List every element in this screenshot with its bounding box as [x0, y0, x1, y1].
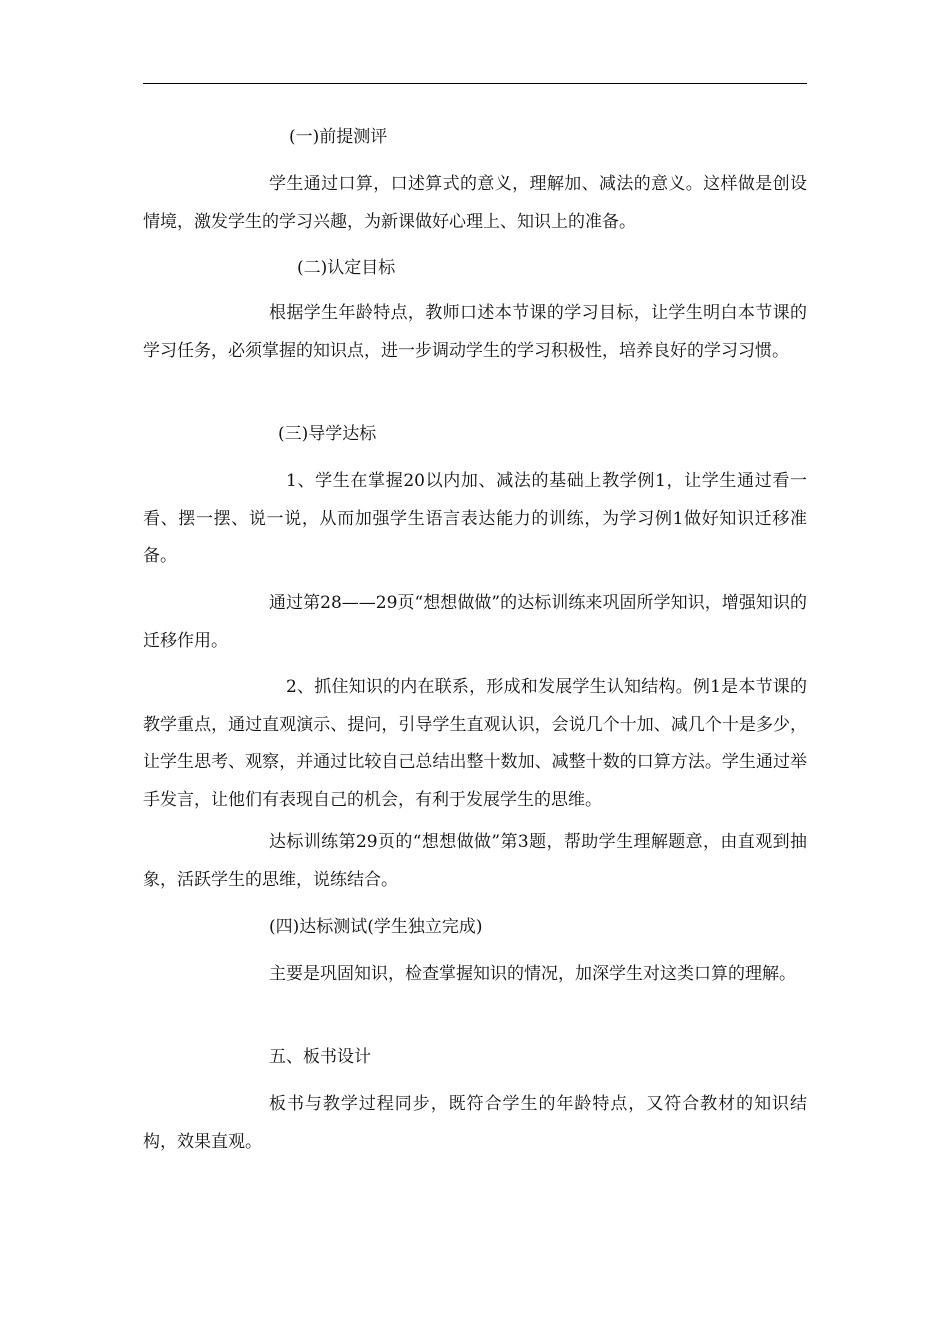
section-heading-guided-learning: (三)导学达标 — [278, 424, 377, 444]
paragraph-blackboard-design: 板书与教学过程同步，既符合学生的年龄特点，又符合教材的知识结构，效果直观。 — [143, 1094, 807, 1152]
section-heading-assessment-test: (四)达标测试(学生独立完成) — [269, 917, 483, 937]
paragraph-assessment-test: 主要是巩固知识，检查掌握知识的情况，加深学生对这类口算的理解。 — [269, 964, 796, 984]
section-heading-prerequisite-assessment: (一)前提测评 — [289, 127, 388, 147]
section-heading-set-goals: (二)认定目标 — [297, 258, 396, 278]
paragraph-set-goals: 根据学生年龄特点，教师口述本节课的学习目标，让学生明白本节课的学习任务，必须掌握的知识点，进一步调动学生的学习积极性，培养良好的学习习惯。 — [143, 303, 807, 361]
section-heading-blackboard-design: 五、板书设计 — [269, 1047, 371, 1067]
paragraph-guided-learning-4: 达标训练第29页的“想想做做”第3题，帮助学生理解题意，由直观到抽象，活跃学生的思维，说练结合。 — [143, 832, 807, 890]
paragraph-guided-learning-3: 2、抓住知识的内在联系，形成和发展学生认知结构。例1是本节课的教学重点，通过直观演示、提问，引导学生直观认识，会说几个十加、减几个十是多少，让学生思考、观察，并通过比较自己总结出整十数加、减整十数的口算方法。学生通过举手发言，让他们有表现自己的机会，有利于发展学生的思维。 — [143, 677, 807, 810]
header-rule — [143, 83, 807, 84]
paragraph-guided-learning-2: 通过第28——29页“想想做做”的达标训练来巩固所学知识，增强知识的迁移作用。 — [143, 593, 807, 651]
paragraph-prerequisite-assessment: 学生通过口算，口述算式的意义，理解加、减法的意义。这样做是创设情境，激发学生的学习兴趣，为新课做好心理上、知识上的准备。 — [143, 174, 807, 232]
paragraph-guided-learning-1: 1、学生在掌握20以内加、减法的基础上教学例1，让学生通过看一看、摆一摆、说一说，从而加强学生语言表达能力的训练，为学习例1做好知识迁移准备。 — [143, 471, 807, 566]
